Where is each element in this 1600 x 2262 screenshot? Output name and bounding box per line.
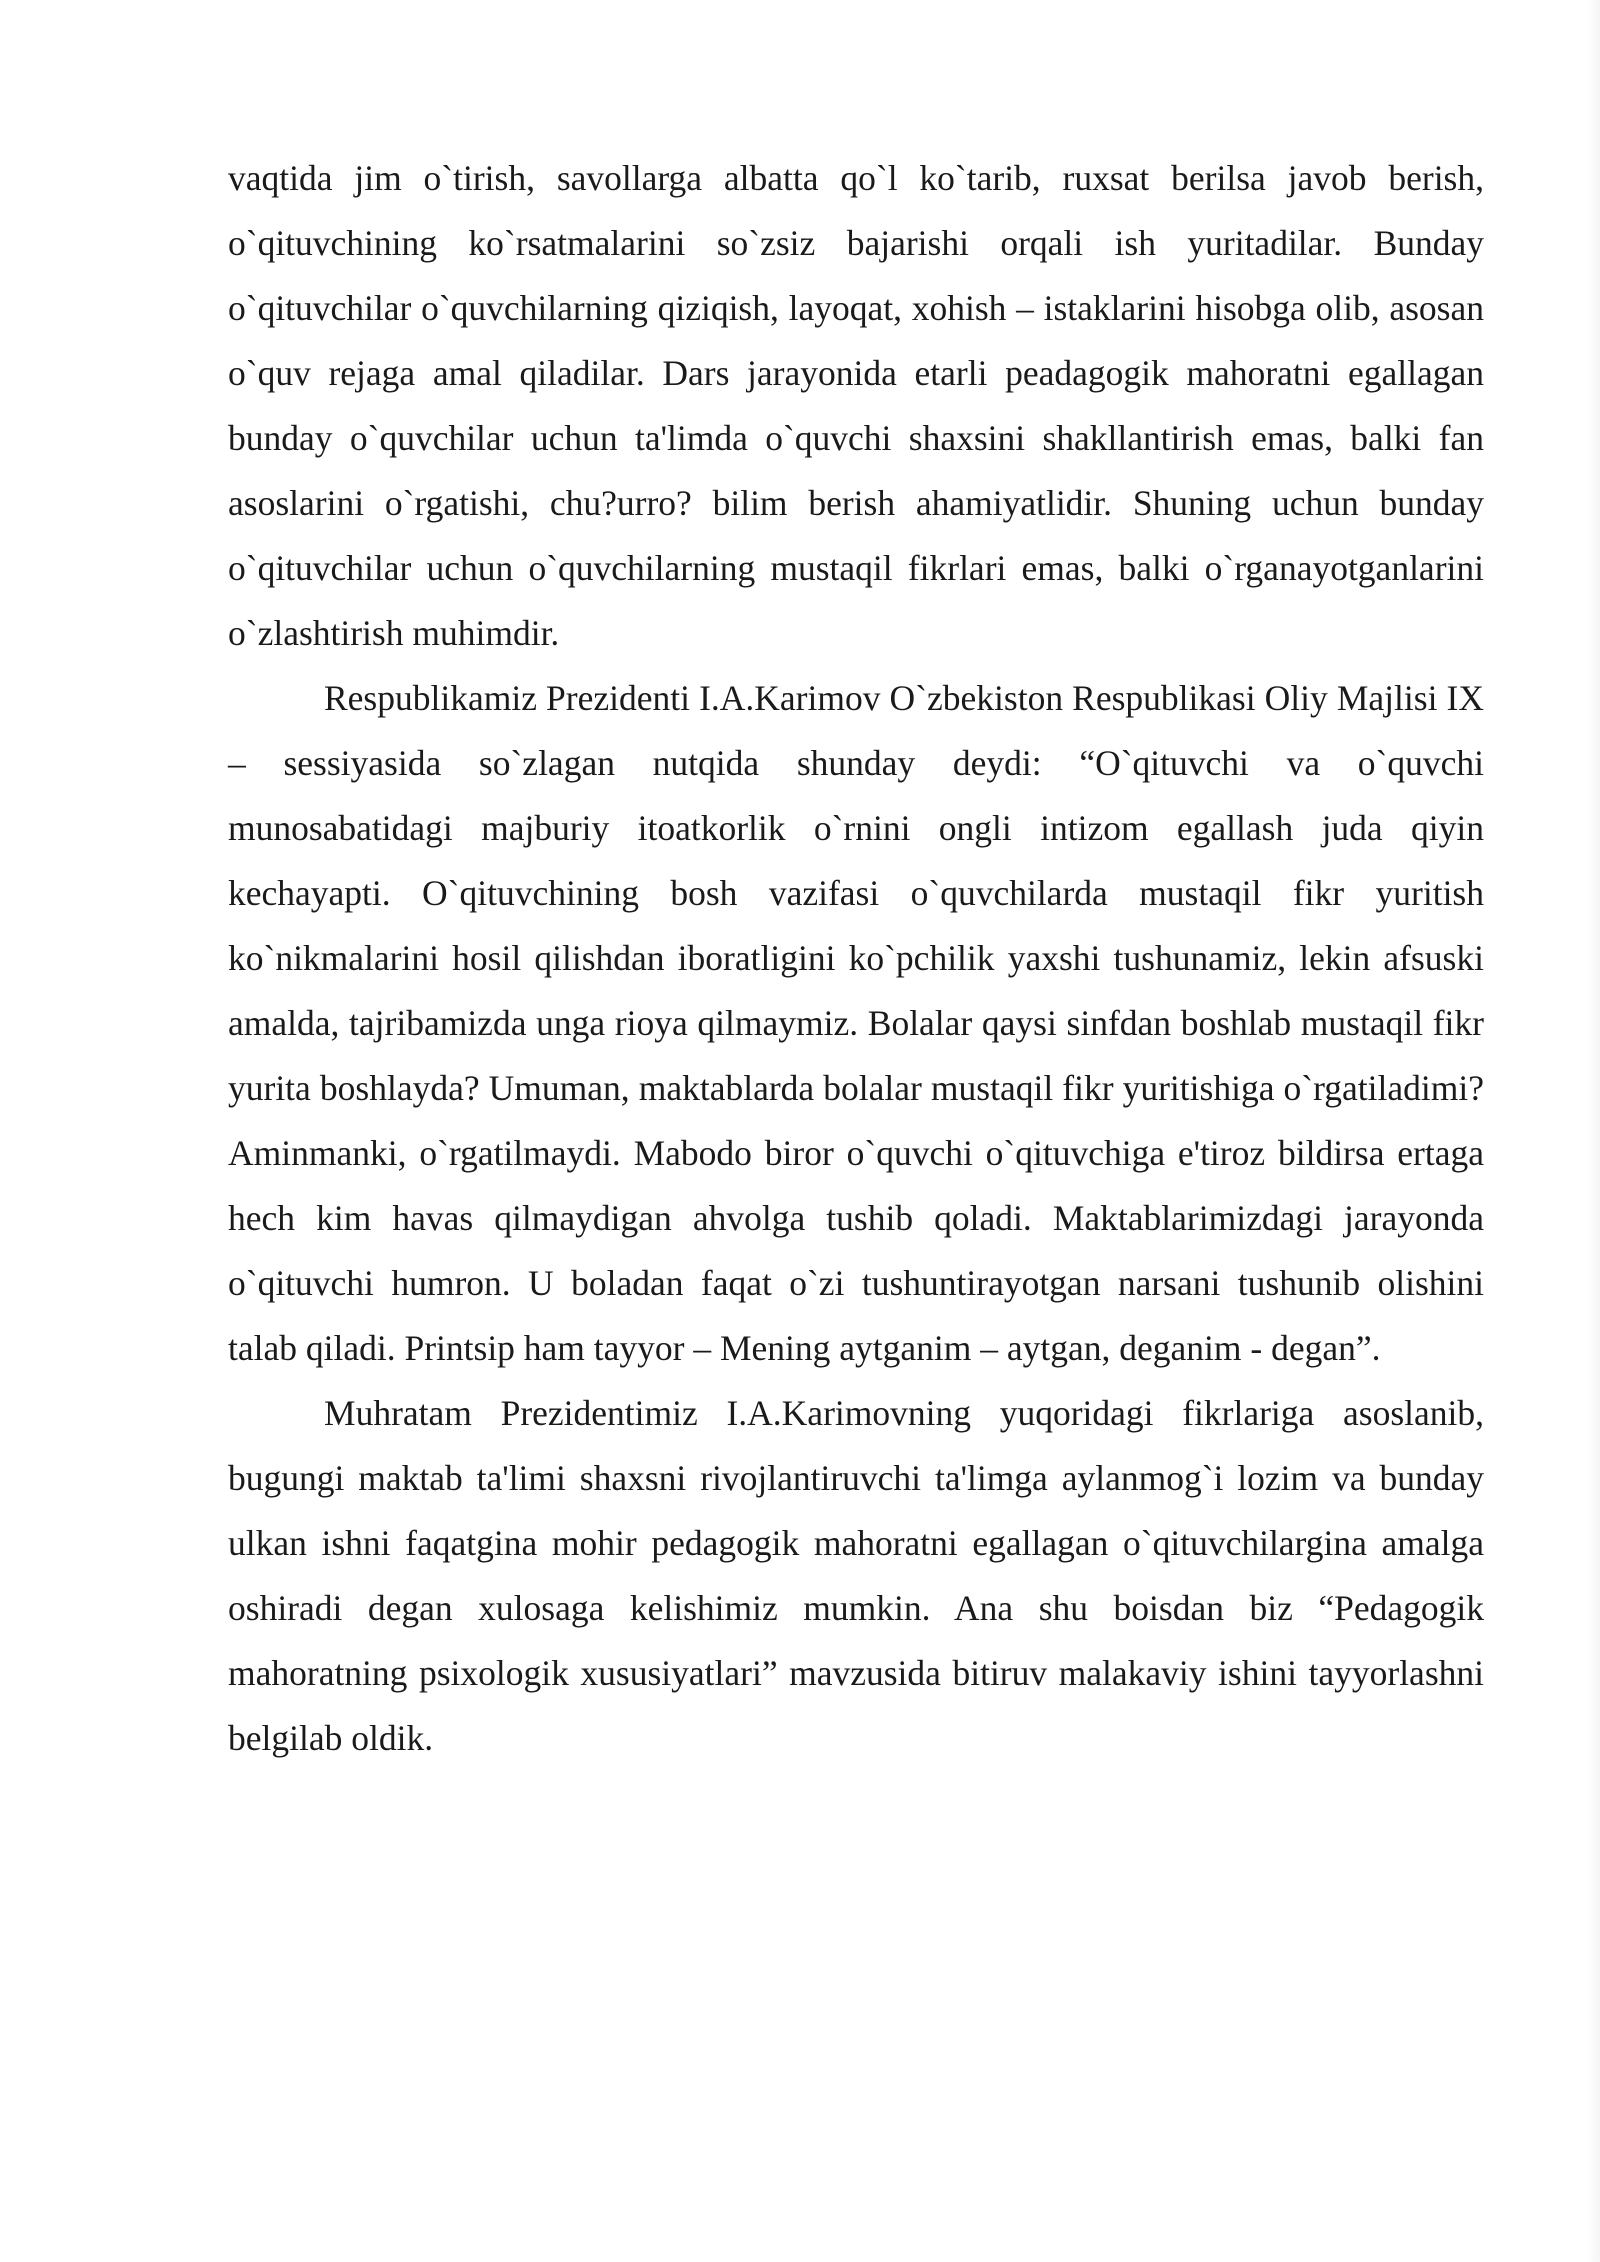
paragraph-conclusion: Muhratam Prezidentimiz I.A.Karimovning yuqoridagi fikrlariga asoslanib, bugungi maktab ta'limi shaxsni rivojlantiruvchi ta'limga aylanmog`i lozim va bunday ulkan ishni faqatgina mohir pedagogik mahoratni egallagan o`qituvchilargina amalga oshiradi degan xulosaga kelishimiz mumkin. Ana shu boisdan biz “Pedagogik mahoratning psixologik xususiyatlari” mavzusida bitiruv malakaviy ishini tayyorlashni belgilab oldik. [228,1393,1484,1758]
paragraph-continuation: vaqtida jim o`tirish, savollarga albatta qo`l ko`tarib, ruxsat berilsa javob berish, o`qituvchining ko`rsatmalarini so`zsiz bajarishi orqali ish yuritadilar. Bunday o`qituvchilar o`quvchilarning qiziqish, layoqat, xohish – istaklarini hisobga olib, asosan o`quv rejaga amal qiladilar. Dars jarayonida etarli peadagogik mahoratni egallagan bunday o`quvchilar uchun ta'limda o`quvchi shaxsini shakllantirish emas, balki fan asoslarini o`rgatishi, chu?urro? bilim berish ahamiyatlidir. Shuning uchun bunday o`qituvchilar uchun o`quvchilarning mustaqil fikrlari emas, balki o`rganayotganlarini o`zlashtirish muhimdir. [228,158,1484,653]
body-text [228,146,1484,1771]
paragraph-president-quote: Respublikamiz Prezidenti I.A.Karimov O`zbekiston Respublikasi Oliy Majlisi IX – sessiyasida so`zlagan nutqida shunday deydi: “O`qituvchi va o`quvchi munosabatidagi majburiy itoatkorlik o`rnini ongli intizom egallash juda qiyin kechayapti. O`qituvchining bosh vazifasi o`quvchilarda mustaqil fikr yuritish ko`nikmalarini hosil qilishdan iboratligini ko`pchilik yaxshi tushunamiz, lekin afsuski amalda, tajribamizda unga rioya qilmaymiz. Bolalar qaysi sinfdan boshlab mustaqil fikr yurita boshlayda? Umuman, maktablarda bolalar mustaqil fikr yuritishiga o`rgatiladimi? Aminmanki, o`rgatilmaydi. Mabodo biror o`quvchi o`qituvchiga e'tiroz bildirsa ertaga hech kim havas qilmaydigan ahvolga tushib qoladi. Maktablarimizdagi jarayonda o`qituvchi humron. U boladan faqat o`zi tushuntirayotgan narsani tushunib olishini talab qiladi. Printsip ham tayyor – Mening aytganim – aytgan, deganim - degan”. [228,678,1484,1368]
page-edge-shadow [1586,0,1600,2262]
